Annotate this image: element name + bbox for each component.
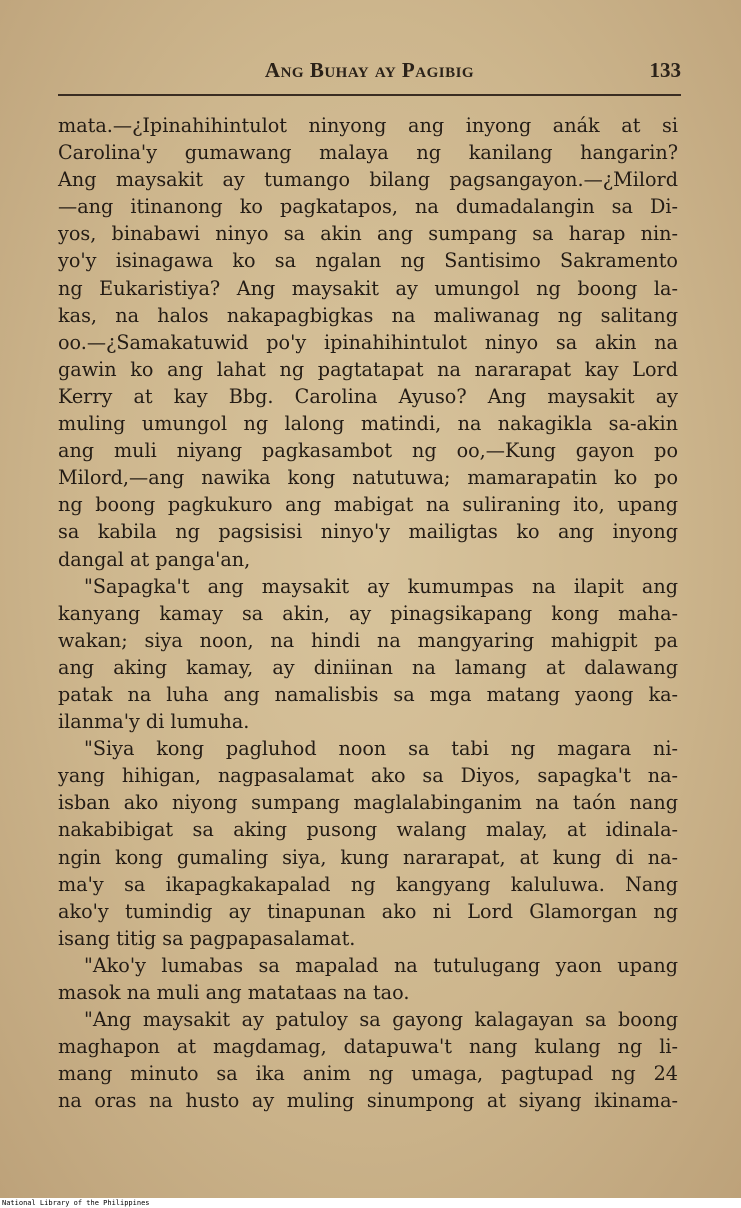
text-line: yang hihigan, nagpasalamat ako sa Diyos, sapagka't na- xyxy=(58,764,678,788)
body-text xyxy=(58,112,678,1114)
text-line: mang minuto sa ika anim ng umaga, pagtupad ng 24 xyxy=(58,1062,678,1086)
text-line: na oras na husto ay muling sinumpong at siyang ikinama- xyxy=(58,1089,678,1113)
running-title: Ang Buhay ay Pagibig xyxy=(264,58,475,82)
scan-credit: National Library of the Philippines xyxy=(0,1198,741,1208)
text-line: kanyang kamay sa akin, ay pinagsikapang kong maha- xyxy=(58,601,678,625)
text-line: —ang itinanong ko pagkatapos, na dumadalangin sa Di- xyxy=(58,195,678,219)
text-line: ngin kong gumaling siya, kung nararapat, at kung di na- xyxy=(58,845,678,869)
text-line: wakan; siya noon, na hindi na mangyaring mahigpit pa xyxy=(58,628,678,652)
text-line: ang aking kamay, ay diniinan na lamang at dalawang xyxy=(58,655,678,679)
text-line: Ang maysakit ay tumango bilang pagsangayon.—¿Milord xyxy=(58,168,678,192)
text-line: dangal at panga'an, xyxy=(58,547,251,571)
page-number: 133 xyxy=(649,58,681,82)
text-line: ma'y sa ikapagkakapalad ng kangyang kaluluwa. Nang xyxy=(58,872,678,896)
text-line: Kerry at kay Bbg. Carolina Ayuso? Ang maysakit ay xyxy=(58,384,678,408)
text-line: ang muli niyang pagkasambot ng oo,—Kung gayon po xyxy=(58,439,678,463)
header-rule xyxy=(58,94,681,96)
text-line: kas, na halos nakapagbigkas na maliwanag ng salitang xyxy=(58,303,678,327)
text-line: "Sapagka't ang maysakit ay kumumpas na ilapit ang xyxy=(84,574,678,598)
text-line: "Siya kong pagluhod noon sa tabi ng magara ni- xyxy=(84,737,678,761)
text-line: nakabibigat sa aking pusong walang malay, at idinala- xyxy=(58,818,678,842)
text-line: muling umungol ng lalong matindi, na nakagikla sa-akin xyxy=(58,412,678,436)
text-line: sa kabila ng pagsisisi ninyo'y mailigtas ko ang inyong xyxy=(58,520,678,544)
text-line: Milord,—ang nawika kong natutuwa; mamarapatin ko po xyxy=(58,466,678,490)
text-line: yo'y isinagawa ko sa ngalan ng Santisimo Sakramento xyxy=(58,249,678,273)
text-line: mata.—¿Ipinahihintulot ninyong ang inyong anák at si xyxy=(58,114,678,137)
text-line: Carolina'y gumawang malaya ng kanilang hangarin? xyxy=(58,141,678,165)
text-line: yos, binabawi ninyo sa akin ang sumpang sa harap nin- xyxy=(58,222,678,246)
text-line: "Ako'y lumabas sa mapalad na tutulugang yaon upang xyxy=(84,953,678,977)
text-line: ng boong pagkukuro ang mabigat na suliraning ito, upang xyxy=(58,493,678,517)
text-line: ilanma'y di lumuha. xyxy=(58,710,250,734)
text-line: ako'y tumindig ay tinapunan ako ni Lord Glamorgan ng xyxy=(58,899,678,923)
text-line: patak na luha ang namalisbis sa mga matang yaong ka- xyxy=(58,682,678,706)
text-line: gawin ko ang lahat ng pagtatapat na nararapat kay Lord xyxy=(58,357,678,381)
text-line: masok na muli ang matataas na tao. xyxy=(58,981,410,1004)
text-line: ng Eukaristiya? Ang maysakit ay umungol ng boong la- xyxy=(58,276,678,300)
text-line: isban ako niyong sumpang maglalabinganim na taón nang xyxy=(58,791,678,815)
text-line: "Ang maysakit ay patuloy sa gayong kalagayan sa boong xyxy=(84,1008,678,1032)
page-header xyxy=(58,58,681,88)
text-line: isang titig sa pagpapasalamat. xyxy=(58,926,356,950)
text-line: maghapon at magdamag, datapuwa't nang kulang ng li- xyxy=(58,1035,678,1059)
text-line: oo.—¿Samakatuwid po'y ipinahihintulot ninyo sa akin na xyxy=(58,330,678,354)
